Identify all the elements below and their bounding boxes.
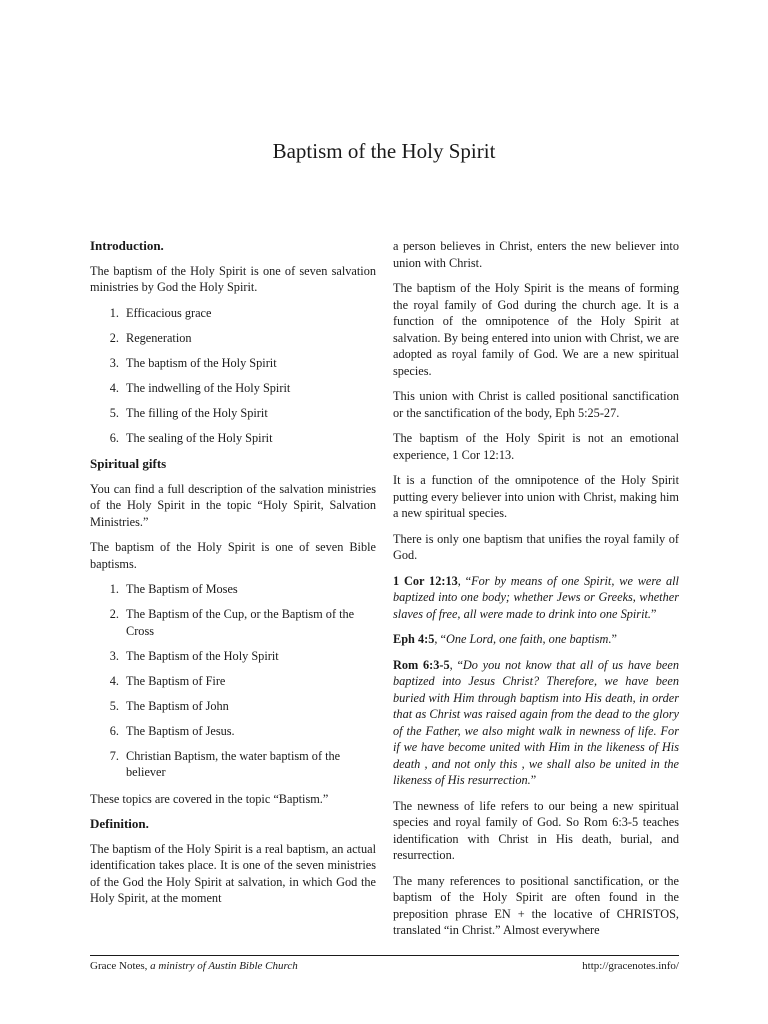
paragraph: The newness of life refers to our being a new spiritual species and royal family of God. So Rom 6:3-5 teaches identification with Christ in His death, burial, and resurrection. <box>393 798 679 862</box>
footer-publisher <box>90 960 298 972</box>
list-item: 4. The indwelling of the Holy Spirit <box>122 380 376 397</box>
reference-label: Eph 4:5 <box>393 632 435 646</box>
reference-label: 1 Cor 12:13 <box>393 573 458 588</box>
bible-baptisms-list <box>90 581 376 781</box>
scripture-quote: One Lord, one faith, one baptism. <box>445 632 612 646</box>
salvation-ministries-list <box>90 305 376 447</box>
scripture-reference: Rom 6:3-5, “Do you not know that all of us have been baptized into Jesus Christ? Therefore, we have been buried with Him through baptism into His death, in order that as Christ was raised again from the dead to the glory of the Father, we also might walk in newness of life. For if we have become united with Him in the likeness of His death , and not only this , we shall also be united in the likeness of His resurrection.” <box>393 657 679 787</box>
paragraph: a person believes in Christ, enters the new believer into union with Christ. <box>393 239 679 270</box>
list-item: 5. The filling of the Holy Spirit <box>122 405 376 422</box>
publisher-name: Grace Notes, <box>90 960 148 972</box>
scripture-quote: Do you not know that all of us have been baptized into Jesus Christ? Therefore, we have been buried with Him through baptism into His death, in order that as Christ was raised again from the dead to the glory of the Father, we also might walk in newness of life. For if we have become united with Him in the likeness of His death , and not only this , we shall also be united in the likeness of His resurrection. <box>393 657 679 787</box>
topics-paragraph: These topics are covered in the topic “Baptism.” <box>90 791 329 806</box>
paragraph: It is a function of the omnipotence of the Holy Spirit putting every believer into union with Christ, making him a new spiritual species. <box>393 473 679 520</box>
list-item: 1. The Baptism of Moses <box>122 581 376 598</box>
definition-paragraph: The baptism of the Holy Spirit is a real baptism, an actual identification takes place. It is one of the seven ministries of the God the Holy Spirit at salvation, in which God the Holy Spirit, at the moment <box>90 841 376 905</box>
definition-heading: Definition. <box>90 816 149 831</box>
list-item: 6. The Baptism of Jesus. <box>122 723 376 740</box>
spiritual-gifts-heading: Spiritual gifts <box>90 456 167 471</box>
list-item: 4. The Baptism of Fire <box>122 673 376 690</box>
scripture-reference: Eph 4:5, “One Lord, one faith, one baptism.” <box>393 632 617 646</box>
gifts-paragraph: You can find a full description of the salvation ministries of the Holy Spirit in the topic “Holy Spirit, Salvation Ministries.” <box>90 481 376 529</box>
list-item: 1. Efficacious grace <box>122 305 376 322</box>
paragraph: The baptism of the Holy Spirit is not an emotional experience, 1 Cor 12:13. <box>393 431 679 462</box>
introduction-paragraph: The baptism of the Holy Spirit is one of seven salvation ministries by God the Holy Spirit. <box>90 263 376 294</box>
left-column <box>90 238 376 916</box>
paragraph: This union with Christ is called positional sanctification or the sanctification of the body, Eph 5:25-27. <box>393 389 679 420</box>
document-title: Baptism of the Holy Spirit <box>272 139 496 163</box>
list-item: 2. Regeneration <box>122 330 376 347</box>
footer-url[interactable]: http://gracenotes.info/ <box>582 960 679 972</box>
list-item: 6. The sealing of the Holy Spirit <box>122 430 376 447</box>
list-item: 3. The Baptism of the Holy Spirit <box>122 648 376 665</box>
bible-baptisms-intro: The baptism of the Holy Spirit is one of seven Bible baptisms. <box>90 540 376 571</box>
reference-label: Rom 6:3-5 <box>393 657 450 672</box>
list-item: 5. The Baptism of John <box>122 698 376 715</box>
paragraph: The many references to positional sanctification, or the baptism of the Holy Spirit are often found in the preposition phrase EN + the locative of CHRISTOS, translated “in Christ.” Almost everywhere <box>393 873 679 937</box>
list-item: 2. The Baptism of the Cup, or the Baptism of the Cross <box>122 606 376 639</box>
scripture-reference: 1 Cor 12:13, “For by means of one Spirit, we were all baptized into one body; whether Jews or Greeks, whether slaves of free, all were made to drink into one Spirit.” <box>393 573 679 621</box>
footer-divider <box>90 955 679 956</box>
introduction-heading: Introduction. <box>90 238 164 253</box>
publisher-tagline: a ministry of Austin Bible Church <box>150 960 298 972</box>
paragraph: There is only one baptism that unifies the royal family of God. <box>393 531 679 562</box>
paragraph: The baptism of the Holy Spirit is the means of forming the royal family of God during the church age. It is a function of the omnipotence of the Holy Spirit at salvation. By being entered into union with Christ, we are adopted as royal family of God. We are a new spiritual species. <box>393 281 679 378</box>
right-column <box>393 238 679 948</box>
scripture-quote: For by means of one Spirit, we were all baptized into one body; whether Jews or Greeks, whether slaves of free, all were made to drink into one Spirit. <box>393 573 679 621</box>
list-item: 3. The baptism of the Holy Spirit <box>122 355 376 372</box>
list-item: 7. Christian Baptism, the water baptism of the believer <box>122 748 376 781</box>
